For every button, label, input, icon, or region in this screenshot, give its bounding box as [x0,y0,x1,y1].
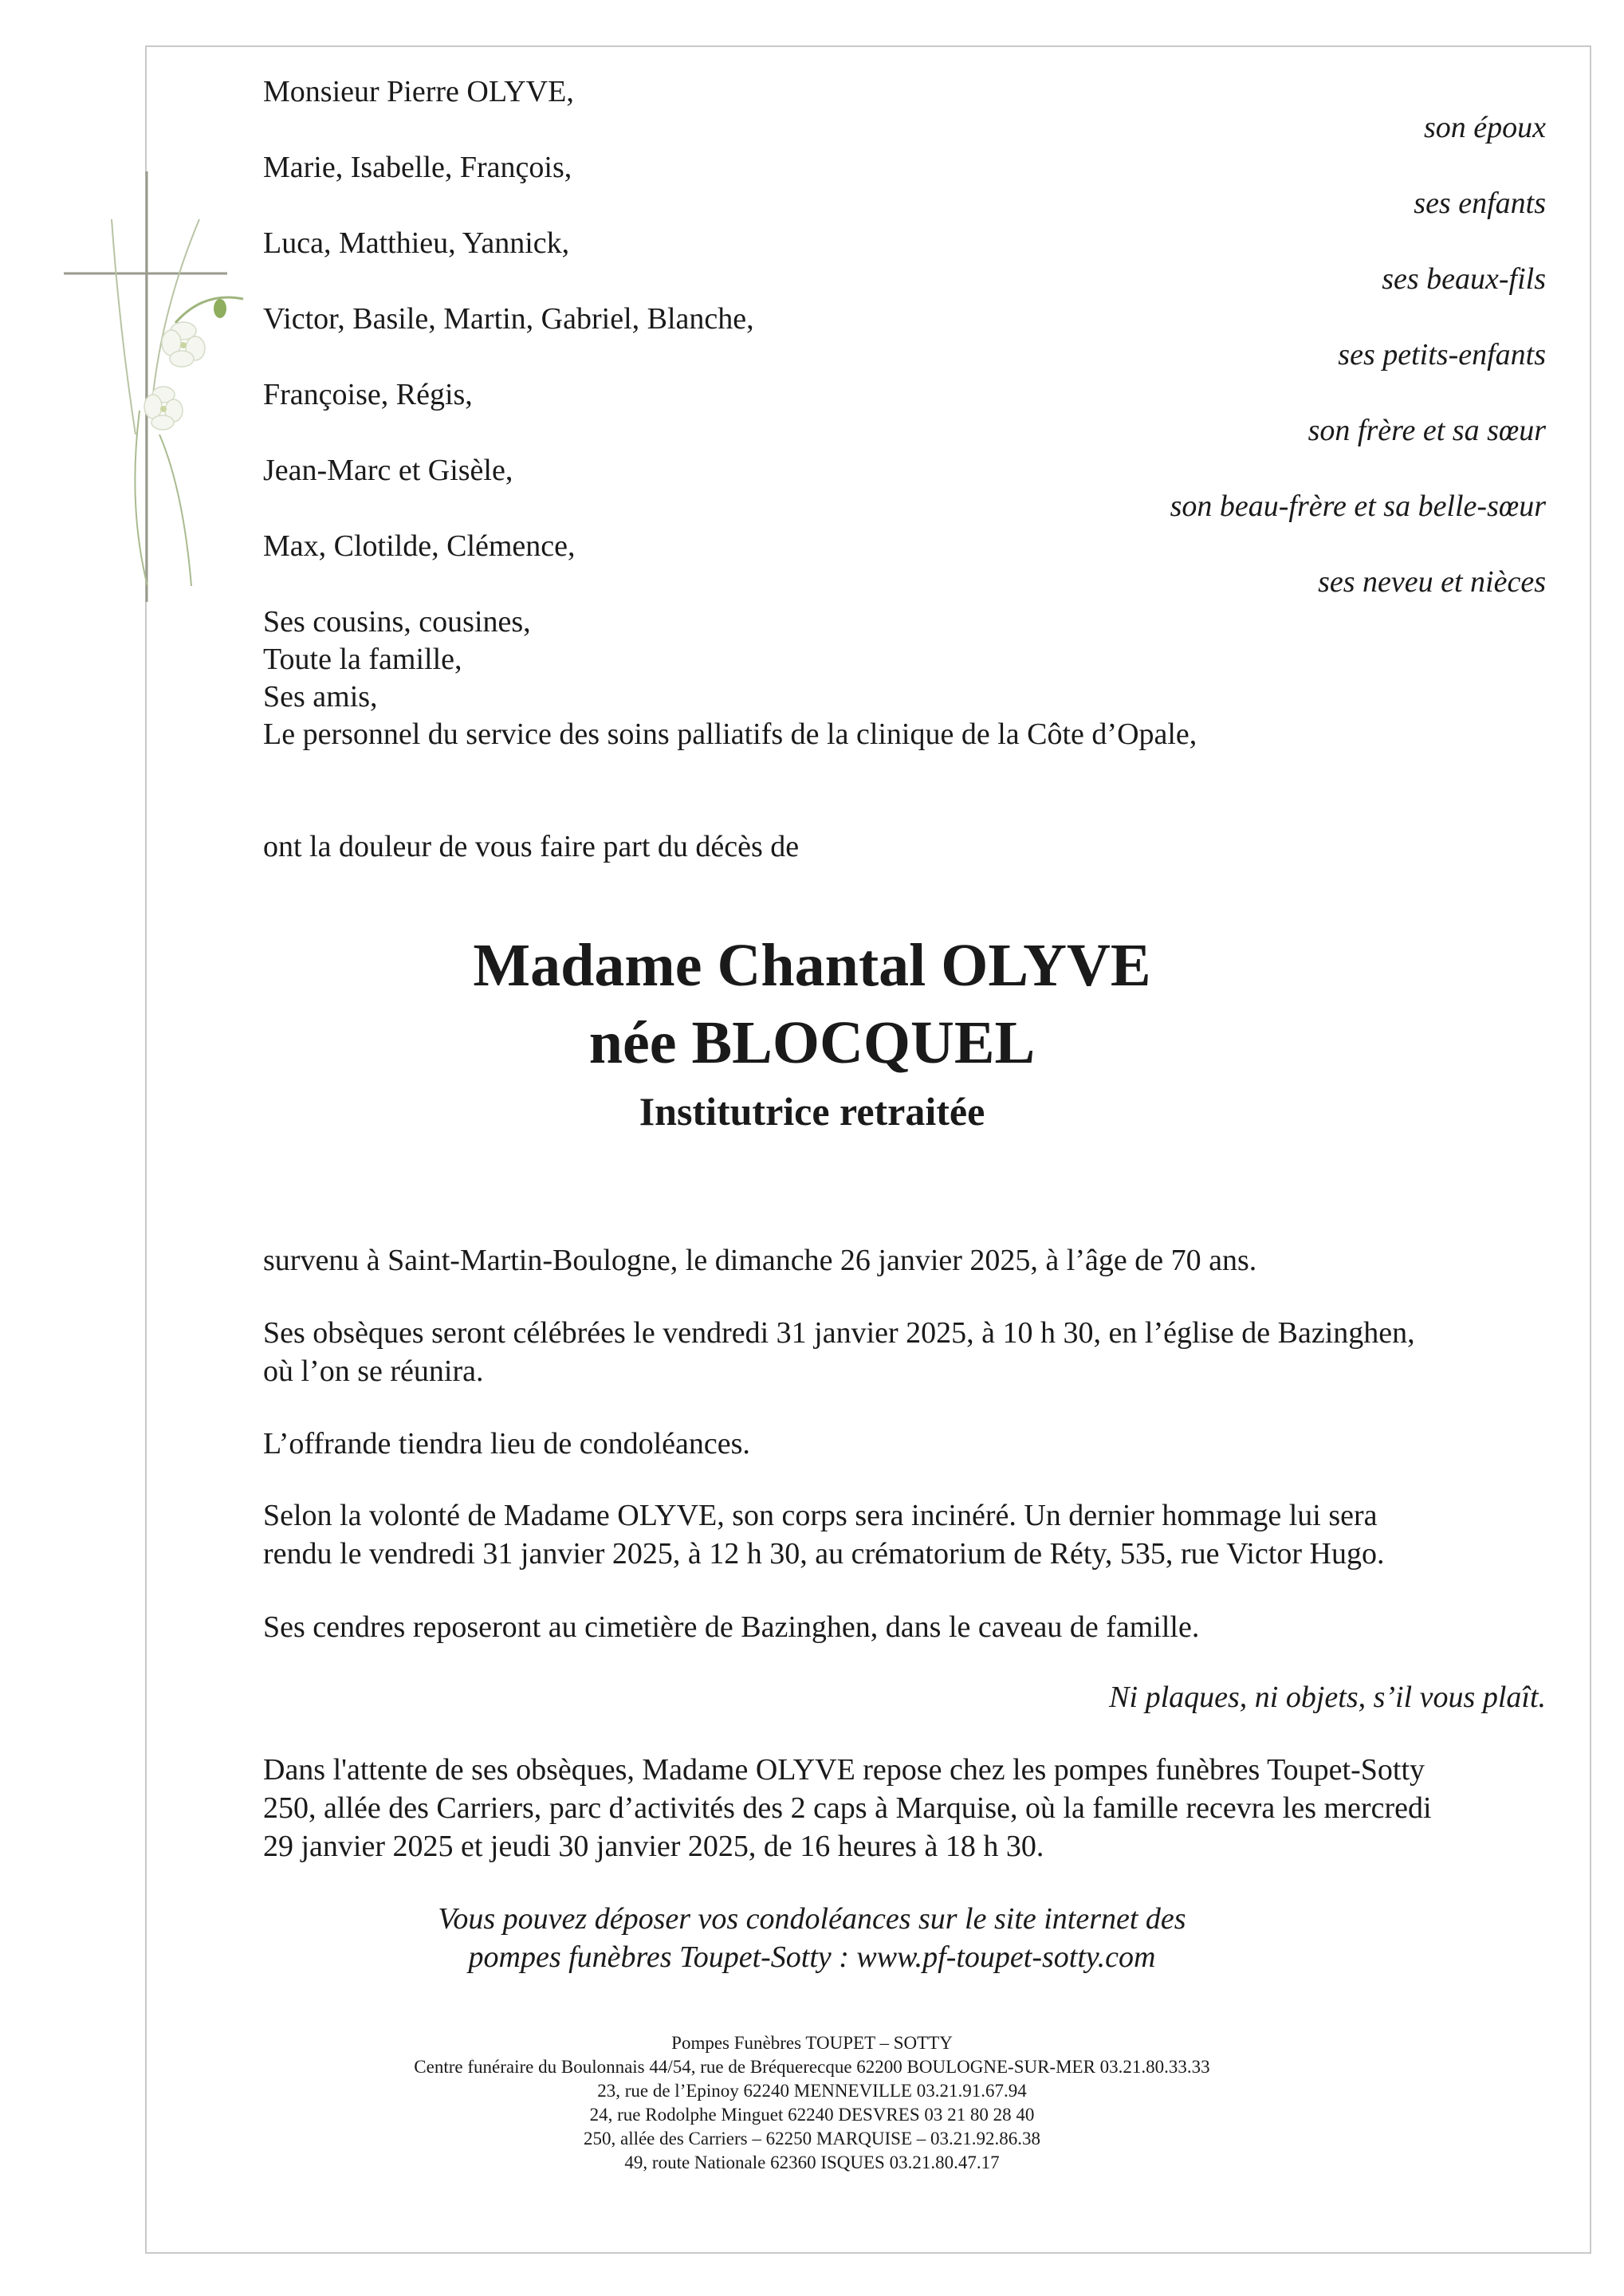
offering-paragraph: L’offrande tiendra lieu de condoléances. [263,1427,750,1461]
condolences-line-2: pompes funèbres Toupet-Sotty : www.pf-toupet-sotty.com [468,1940,1156,1974]
footer-address-marquise: 250, allée des Carriers – 62250 MARQUISE – 03.21.92.86.38 [583,2129,1040,2149]
cremation-paragraph-line-2: rendu le vendredi 31 janvier 2025, à 12 h 30, au crématorium de Réty, 535, rue Victor Hugo. [263,1537,1385,1571]
family-names-sons-in-law: Luca, Matthieu, Yannick, [263,226,570,260]
cross-with-flowers-icon [64,171,255,602]
family-relation-in-laws: son beau-frère et sa belle-sœur [1170,489,1546,523]
footer-address-boulogne: Centre funéraire du Boulonnais 44/54, rue de Bréquerecque 62200 BOULOGNE-SUR-MER 03.21.80.33.33 [414,2057,1210,2077]
family-names-grandchildren: Victor, Basile, Martin, Gabriel, Blanche, [263,302,754,336]
condolences-line-1: Vous pouvez déposer vos condoléances sur le site internet des [438,1902,1186,1936]
deceased-maiden-name: née BLOCQUEL [588,1009,1036,1076]
family-relation-nephew-nieces: ses neveu et nièces [1318,565,1546,599]
others-cousins: Ses cousins, cousines, [263,605,531,639]
deceased-name: Madame Chantal OLYVE [473,932,1151,999]
cremation-paragraph-line-1: Selon la volonté de Madame OLYVE, son corps sera incinéré. Un dernier hommage lui sera [263,1499,1378,1532]
ashes-paragraph: Ses cendres reposeront au cimetière de Bazinghen, dans le caveau de famille. [263,1610,1200,1644]
others-staff: Le personnel du service des soins palliatifs de la clinique de la Côte d’Opale, [263,718,1197,751]
family-names-children: Marie, Isabelle, François, [263,151,572,184]
deceased-profession: Institutrice retraitée [639,1089,985,1134]
family-names-spouse: Monsieur Pierre OLYVE, [263,75,574,108]
family-relation-sons-in-law: ses beaux-fils [1382,262,1546,296]
family-relation-siblings: son frère et sa sœur [1307,414,1546,447]
funeral-paragraph-line-2: où l’on se réunira. [263,1354,484,1388]
footer-address-desvres: 24, rue Rodolphe Minguet 62240 DESVRES 03 21 80 28 40 [589,2105,1035,2125]
announcement-text: ont la douleur de vous faire part du décès de [263,830,800,863]
family-relation-children: ses enfants [1414,187,1546,220]
family-relation-spouse: son époux [1423,111,1546,144]
funeral-paragraph-line-1: Ses obsèques seront célébrées le vendredi 31 janvier 2025, à 10 h 30, en l’église de Bazinghen, [263,1316,1415,1350]
death-paragraph: survenu à Saint-Martin-Boulogne, le dimanche 26 janvier 2025, à l’âge de 70 ans. [263,1244,1257,1277]
family-names-in-laws: Jean-Marc et Gisèle, [263,454,513,487]
rest-paragraph-line-1: Dans l'attente de ses obsèques, Madame OLYVE repose chez les pompes funèbres Toupet-Sotty [263,1753,1425,1787]
others-friends: Ses amis, [263,680,378,714]
family-relation-grandchildren: ses petits-enfants [1338,338,1546,372]
footer-address-menneville: 23, rue de l’Epinoy 62240 MENNEVILLE 03.21.91.67.94 [597,2081,1027,2101]
rest-paragraph-line-2: 250, allée des Carriers, parc d’activités des 2 caps à Marquise, où la famille recevra les mercredi [263,1791,1432,1825]
family-names-nephew-nieces: Max, Clotilde, Clémence, [263,529,576,563]
footer-address-isques: 49, route Nationale 62360 ISQUES 03.21.80.47.17 [624,2152,1000,2172]
footer-company: Pompes Funèbres TOUPET – SOTTY [671,2033,953,2053]
no-flowers-note: Ni plaques, ni objets, s’il vous plaît. [1109,1681,1546,1714]
family-names-siblings: Françoise, Régis, [263,378,473,411]
rest-paragraph-line-3: 29 janvier 2025 et jeudi 30 janvier 2025, de 16 heures à 18 h 30. [263,1830,1044,1863]
others-family: Toute la famille, [263,643,462,676]
